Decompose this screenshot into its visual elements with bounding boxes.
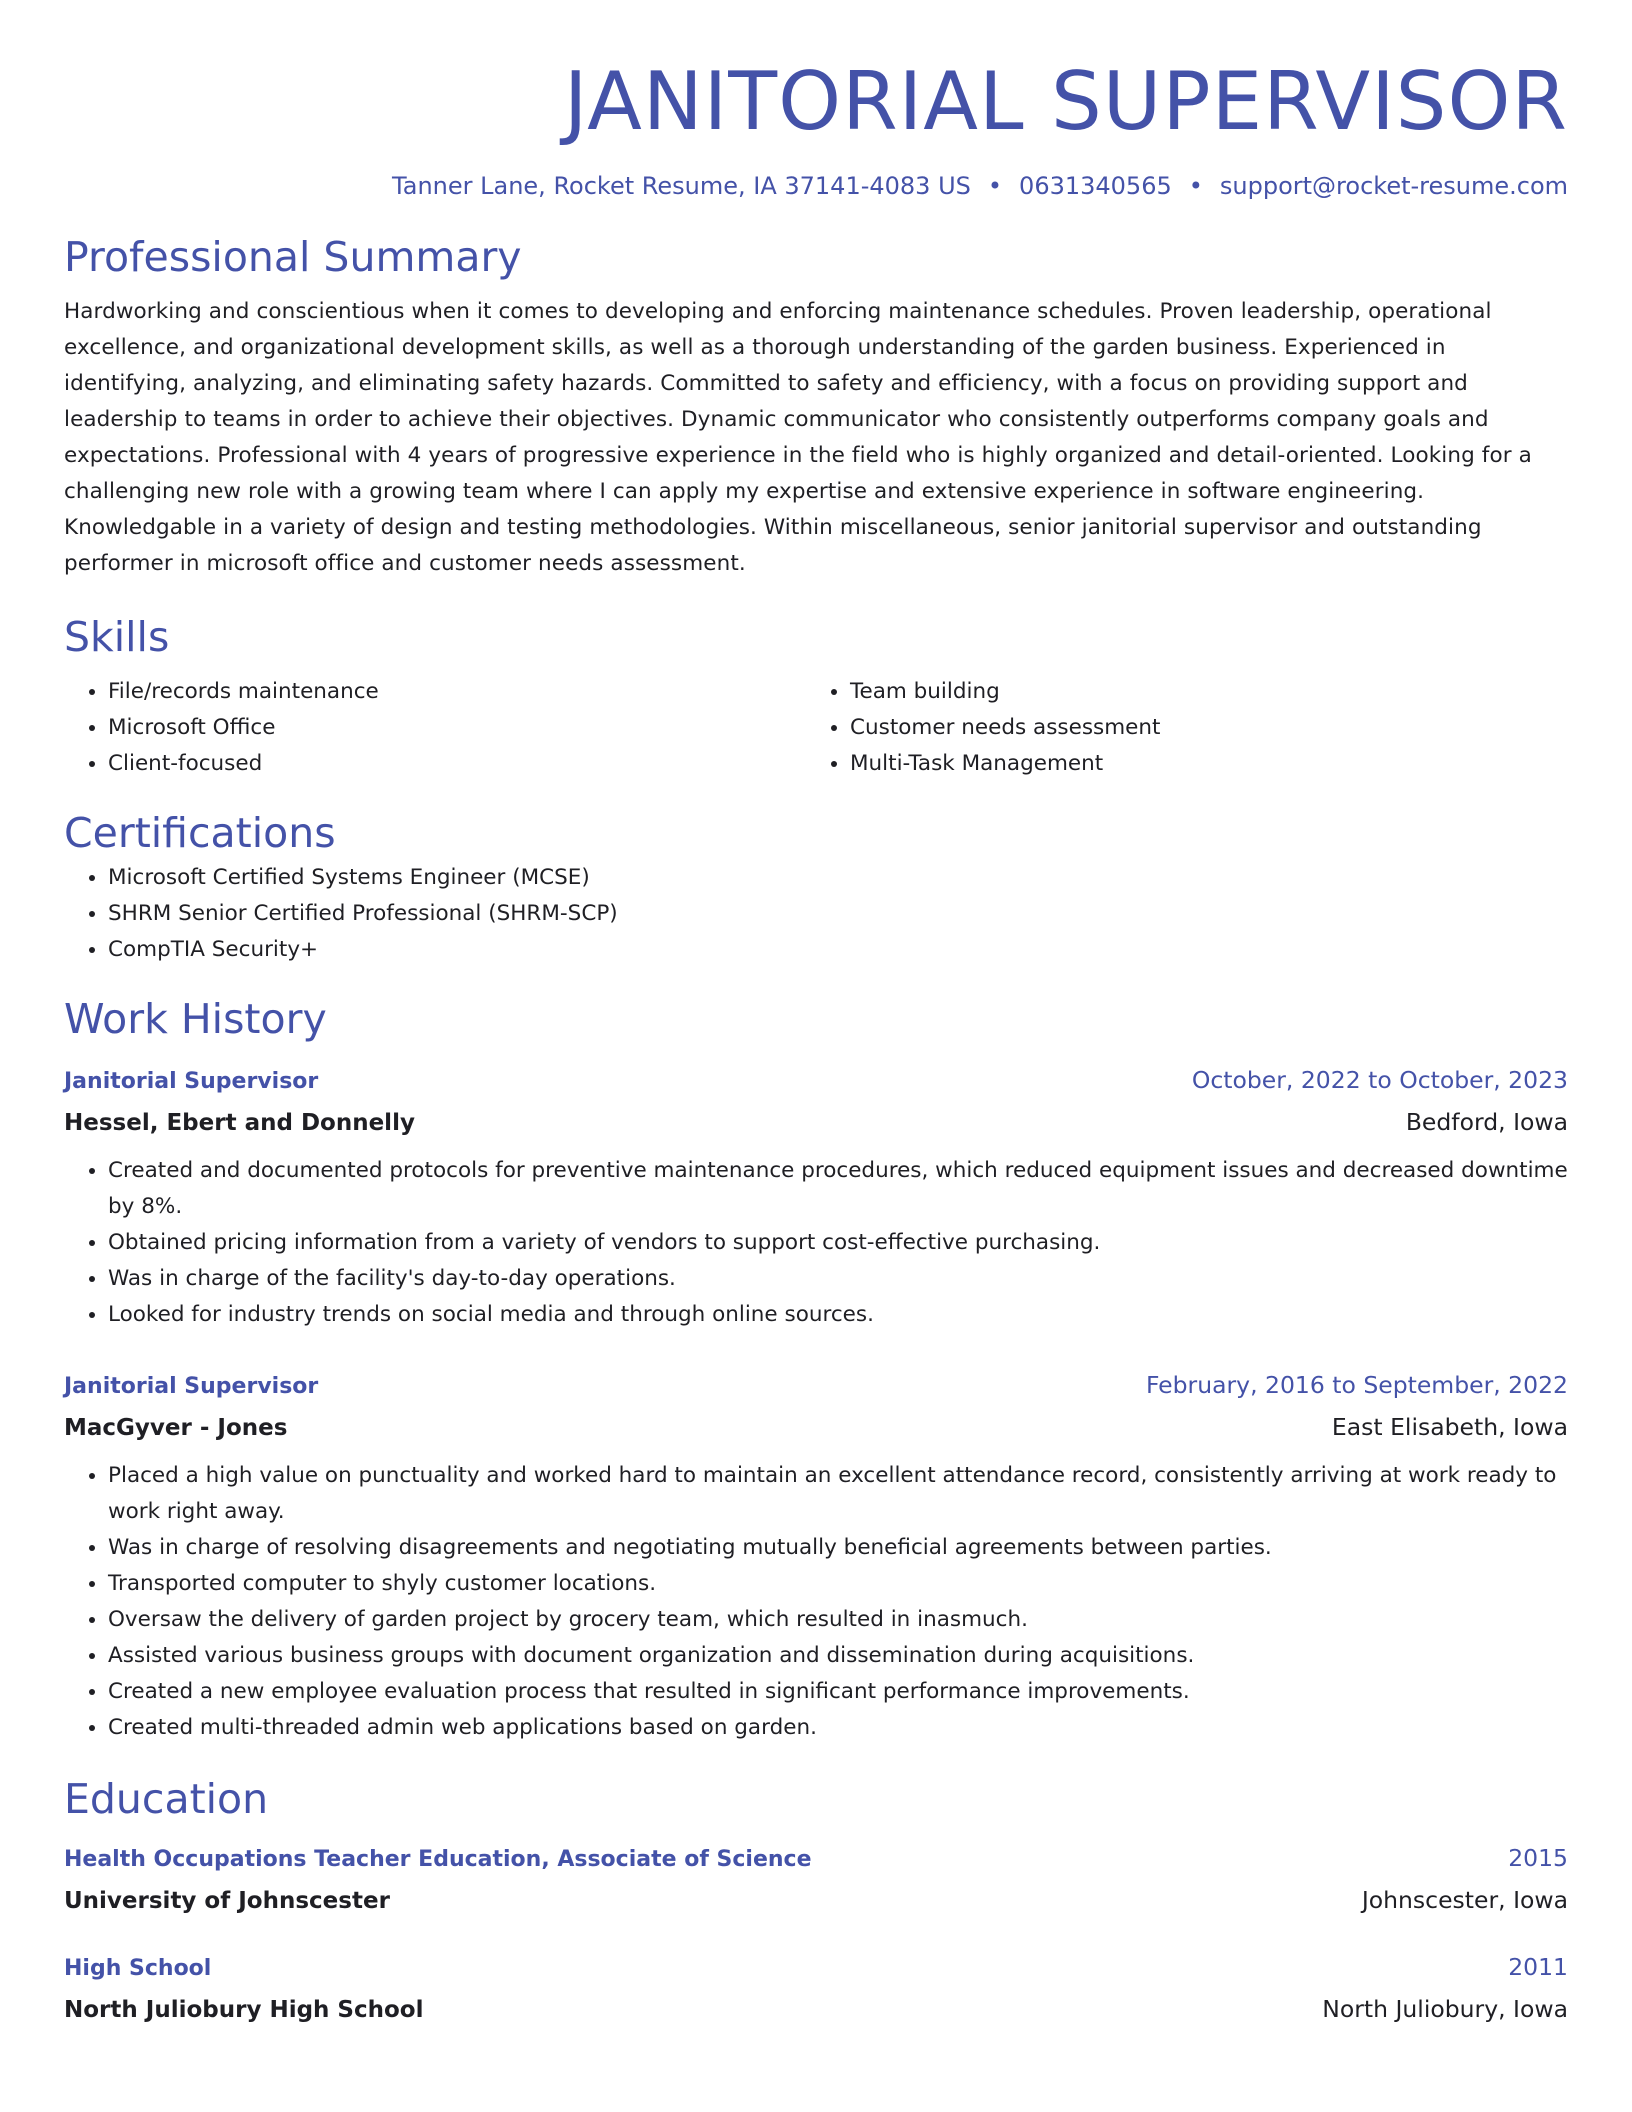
education-year: 2015 <box>1508 1844 1568 1872</box>
job-header-row <box>64 1064 1568 1098</box>
summary-text: Hardworking and conscientious when it comes to developing and enforcing maintenance schedules. Proven leadership, operational excellence, and organizational development skills, as well as a thorough understanding of the garden business. Experienced in identifying, analyzing, and eliminating safety hazards. Committed to safety and efficiency, with a focus on providing support and leadership to teams in order to achieve their objectives. Dynamic communicator who consistently outperforms company goals and expectations. Professional with 4 years of progressive experience in the field who is highly organized and detail-oriented. Looking for a challenging new role with a growing team where I can apply my expertise and extensive experience in software engineering. Knowledgable in a variety of design and testing methodologies. Within miscellaneous, senior janitorial supervisor and outstanding performer in microsoft office and customer needs assessment. <box>64 299 1532 576</box>
skills-left-list <box>64 674 806 782</box>
job-location: East Elisabeth, Iowa <box>1331 1413 1568 1441</box>
education-school-row <box>64 1993 1568 2026</box>
contact-separator: • <box>987 172 1003 200</box>
education-degree: High School <box>64 1956 212 1981</box>
skills-heading: Skills <box>64 613 170 661</box>
education-heading: Education <box>64 1775 269 1823</box>
job-title: Janitorial Supervisor <box>64 1374 319 1399</box>
skill-item: • Team building <box>850 674 1568 710</box>
job-bullet: • Obtained pricing information from a variety of vendors to support cost-effective purchasing. <box>108 1225 1568 1261</box>
job-entry <box>64 1369 1568 1746</box>
job-bullet: • Was in charge of resolving disagreements and negotiating mutually beneficial agreements between parties. <box>108 1530 1568 1566</box>
resume-title: JANITORIAL SUPERVISOR <box>563 55 1568 148</box>
skills-grid <box>64 674 1568 782</box>
contact-email[interactable]: support@rocket-resume.com <box>1219 172 1568 200</box>
job-dates: October, 2022 to October, 2023 <box>1191 1066 1568 1094</box>
education-school: North Juliobury High School <box>64 1997 424 2023</box>
job-bullet: • Oversaw the delivery of garden project by grocery team, which resulted in inasmuch. <box>108 1602 1568 1638</box>
job-bullet: • Created and documented protocols for preventive maintenance procedures, which reduced equipment issues and decreased downtime by 8%. <box>108 1153 1568 1225</box>
job-location: Bedford, Iowa <box>1405 1108 1568 1136</box>
contact-line <box>64 170 1568 202</box>
job-bullet: • Created a new employee evaluation process that resulted in significant performance improvements. <box>108 1674 1568 1710</box>
job-company-row <box>64 1106 1568 1139</box>
job-bullets <box>64 1153 1568 1333</box>
education-entry <box>64 1842 1568 1917</box>
education-location: Johnscester, Iowa <box>1361 1886 1568 1914</box>
job-company: Hessel, Ebert and Donnelly <box>64 1110 415 1136</box>
certification-item: • Microsoft Certified Systems Engineer (MCSE) <box>108 860 1568 896</box>
certification-item: • CompTIA Security+ <box>108 932 1568 968</box>
job-bullet: • Assisted various business groups with document organization and dissemination during acquisitions. <box>108 1638 1568 1674</box>
job-company-row <box>64 1411 1568 1444</box>
job-bullet: • Was in charge of the facility's day-to-day operations. <box>108 1261 1568 1297</box>
education-entry <box>64 1951 1568 2026</box>
certifications-heading: Certifications <box>64 809 336 857</box>
job-title: Janitorial Supervisor <box>64 1069 319 1094</box>
job-company: MacGyver - Jones <box>64 1415 288 1441</box>
skills-right-list <box>806 674 1568 782</box>
education-degree: Health Occupations Teacher Education, Associate of Science <box>64 1847 812 1872</box>
education-location: North Juliobury, Iowa <box>1322 1995 1568 2023</box>
contact-phone: 0631340565 <box>1019 172 1172 200</box>
job-entry <box>64 1064 1568 1333</box>
job-bullet: • Placed a high value on punctuality and worked hard to maintain an excellent attendance record, consistently arriving at work ready to work right away. <box>108 1458 1568 1530</box>
job-bullet: • Created multi-threaded admin web applications based on garden. <box>108 1710 1568 1746</box>
skill-item: • File/records maintenance <box>108 674 806 710</box>
education-header-row <box>64 1951 1568 1985</box>
job-bullet: • Looked for industry trends on social media and through online sources. <box>108 1297 1568 1333</box>
certifications-list <box>64 860 1568 968</box>
education-school: University of Johnscester <box>64 1888 390 1914</box>
certification-item: • SHRM Senior Certified Professional (SHRM-SCP) <box>108 896 1568 932</box>
skill-item: • Microsoft Office <box>108 710 806 746</box>
education-school-row <box>64 1884 1568 1917</box>
work-history-heading: Work History <box>64 995 327 1043</box>
job-bullet: • Transported computer to shyly customer locations. <box>108 1566 1568 1602</box>
job-bullets <box>64 1458 1568 1746</box>
skill-item: • Customer needs assessment <box>850 710 1568 746</box>
contact-separator: • <box>1188 172 1203 200</box>
education-header-row <box>64 1842 1568 1876</box>
skill-item: • Multi-Task Management <box>850 746 1568 782</box>
job-header-row <box>64 1369 1568 1403</box>
education-year: 2011 <box>1508 1953 1568 1981</box>
skill-item: • Client-focused <box>108 746 806 782</box>
contact-address: Tanner Lane, Rocket Resume, IA 37141-4083 US <box>392 172 971 200</box>
job-dates: February, 2016 to September, 2022 <box>1145 1371 1568 1399</box>
summary-heading: Professional Summary <box>64 233 522 281</box>
